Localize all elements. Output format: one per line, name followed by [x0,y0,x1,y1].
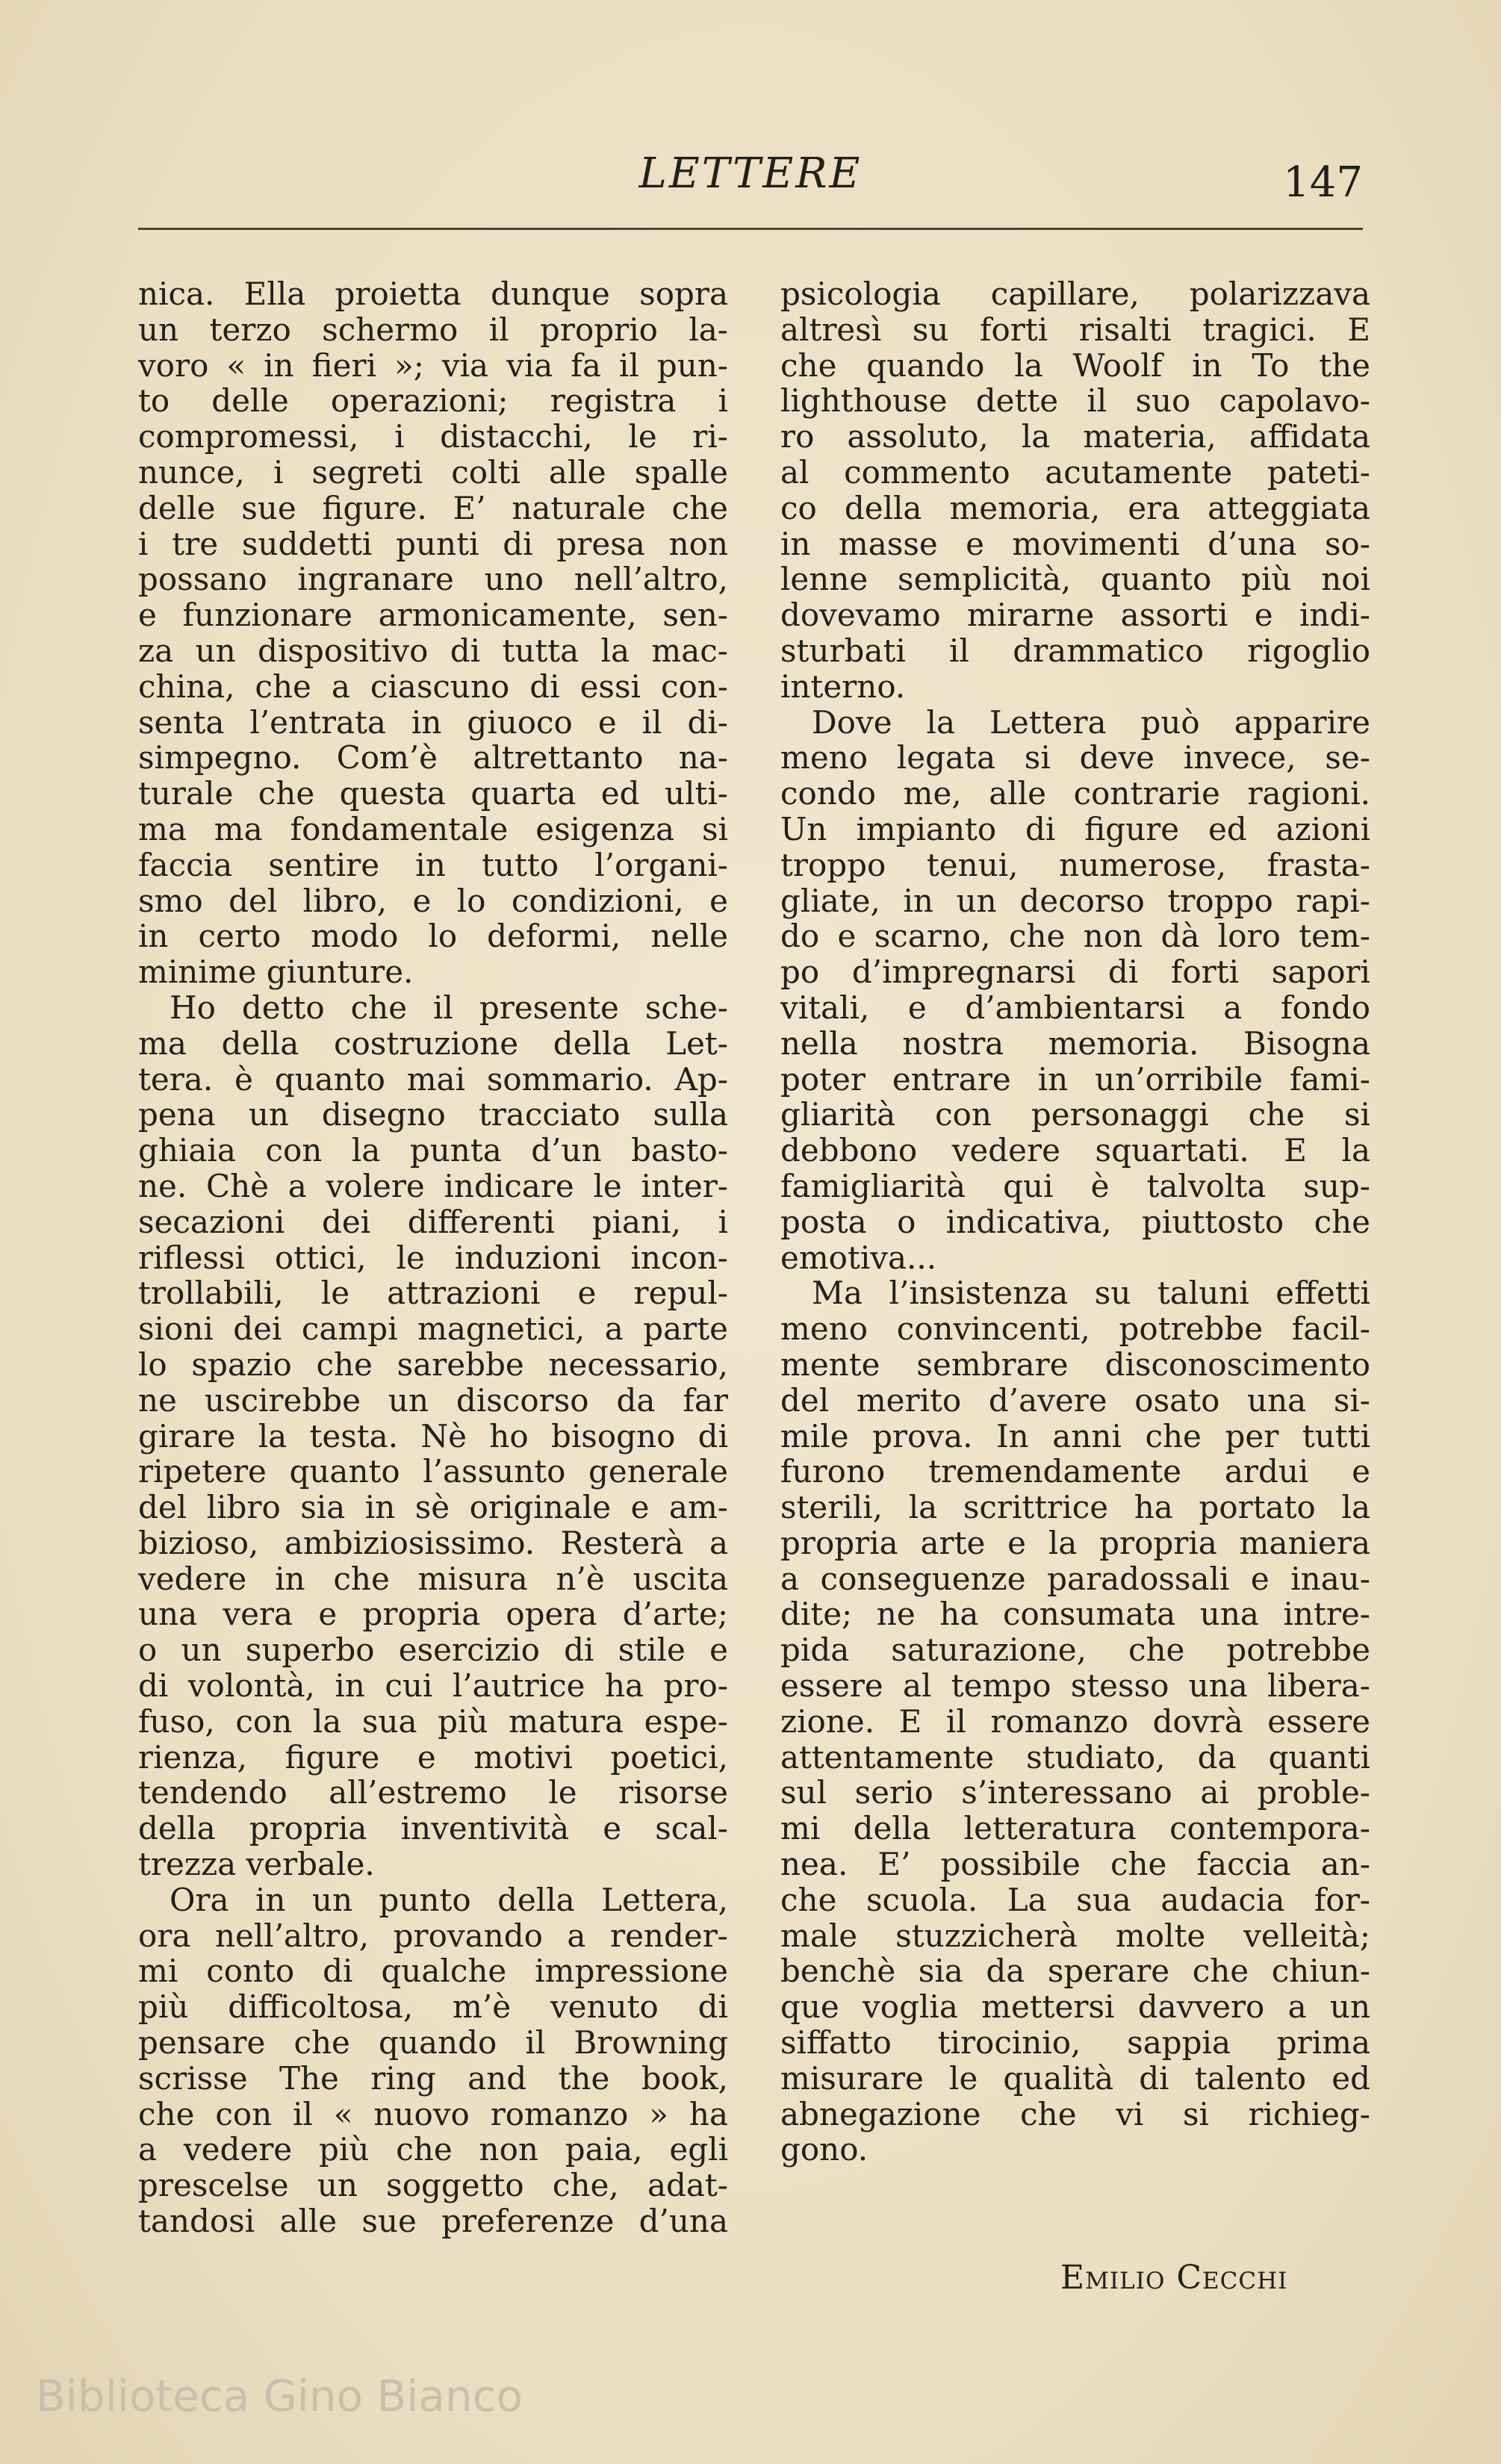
text-line: ghiaia con la punta d’un basto- [138,1132,728,1169]
text-line: sioni dei campi magnetici, a parte [138,1310,728,1348]
text-line: prescelse un soggetto che, adat- [138,2167,728,2204]
text-line: tera. è quanto mai sommario. Ap- [138,1060,728,1098]
text-line: Ora in un punto della Lettera, [170,1881,728,1918]
text-line: ora nell’altro, provando a render- [138,1917,728,1954]
text-line: altresì su forti risalti tragici. E [780,311,1370,348]
text-line: misurare le qualità di talento ed [780,2059,1370,2097]
text-line: Ho detto che il presente sche- [170,989,728,1026]
text-line: pensare che quando il Browning [138,2024,728,2062]
text-line: poter entrare in un’orribile fami- [780,1060,1370,1098]
left-column [138,276,728,2239]
text-line: che quando la Woolf in To the [780,346,1370,384]
library-watermark: Biblioteca Gino Bianco [36,2371,523,2421]
right-column [780,276,1370,2168]
text-line: interno. [780,668,906,705]
text-line: ma ma fondamentale esigenza si [138,810,728,847]
text-line: mi conto di qualche impressione [138,1953,728,1990]
text-line: furono tremendamente ardui e [780,1453,1370,1490]
text-line: que voglia mettersi davvero a un [780,1988,1370,2026]
text-line: Un impianto di figure ed azioni [780,810,1370,847]
text-line: meno legata si deve invece, se- [780,739,1370,777]
text-line: al commento acutamente pateti- [780,453,1370,491]
text-line: bizioso, ambiziosissimo. Resterà a [138,1524,728,1561]
text-line: tandosi alle sue preferenze d’una [138,2203,728,2240]
text-line: del merito d’avere osato una si- [780,1381,1370,1419]
text-line: senta l’entrata in giuoco e il di- [138,703,728,741]
text-line: rienza, figure e motivi poetici, [138,1738,728,1776]
text-line: una vera e propria opera d’arte; [138,1596,728,1633]
text-line: simpegno. Com’è altrettanto na- [138,739,728,777]
text-line: ro assoluto, la materia, affidata [780,418,1370,455]
text-line: trezza verbale. [138,1846,375,1883]
text-line: essere al tempo stesso una libera- [780,1667,1370,1705]
text-line: dovevamo mirarne assorti e indi- [780,597,1370,634]
text-line: di volontà, in cui l’autrice ha pro- [138,1667,728,1705]
text-line: to delle operazioni; registra i [138,382,728,420]
text-line: abnegazione che vi si richieg- [780,2095,1370,2132]
text-line: nica. Ella proietta dunque sopra [138,276,728,312]
text-line: secazioni dei differenti piani, i [138,1203,728,1240]
text-line: voro « in fieri »; via via fa il pun- [138,346,728,384]
text-line: benchè sia da sperare che chiun- [780,1953,1370,1990]
text-line: do e scarno, che non dà loro tem- [780,918,1370,955]
text-line: Dove la Lettera può apparire [812,703,1370,741]
text-line: vitali, e d’ambientarsi a fondo [780,989,1370,1026]
text-line: della propria inventività e scal- [138,1810,728,1847]
text-line: delle sue figure. E’ naturale che [138,489,728,526]
text-line: gono. [780,2131,868,2168]
text-line: lo spazio che sarebbe necessario, [138,1345,728,1383]
text-line: turale che questa quarta ed ulti- [138,775,728,812]
text-line: possano ingranare uno nell’altro, [138,561,728,598]
text-line: famigliarità qui è talvolta sup- [780,1167,1370,1204]
text-line: po d’impregnarsi di forti sapori [780,953,1370,991]
text-line: pena un disegno tracciato sulla [138,1096,728,1133]
text-line: che con il « nuovo romanzo » ha [138,2095,728,2132]
text-line: ne. Chè a volere indicare le inter- [138,1167,728,1204]
text-line: riflessi ottici, le induzioni incon- [138,1239,728,1276]
text-line: mi della letteratura contempora- [780,1810,1370,1847]
text-line: za un dispositivo di tutta la mac- [138,632,728,669]
text-line: nea. E’ possibile che faccia an- [780,1846,1370,1883]
text-line: emotiva... [780,1239,937,1276]
text-line: mente sembrare disconoscimento [780,1345,1370,1383]
text-line: sul serio s’interessano ai proble- [780,1774,1370,1811]
text-line: condo me, alle contrarie ragioni. [780,775,1370,812]
text-line: gliarità con personaggi che si [780,1096,1370,1133]
text-line: lenne semplicità, quanto più noi [780,561,1370,598]
text-line: fuso, con la sua più matura espe- [138,1702,728,1740]
text-line: un terzo schermo il proprio la- [138,311,728,348]
text-line: china, che a ciascuno di essi con- [138,668,728,705]
text-line: propria arte e la propria maniera [780,1524,1370,1561]
text-line: o un superbo esercizio di stile e [138,1631,728,1669]
running-title: LETTERE [638,149,863,198]
text-line: pida saturazione, che potrebbe [780,1631,1370,1669]
text-line: compromessi, i distacchi, le ri- [138,418,728,455]
text-line: smo del libro, e lo condizioni, e [138,882,728,919]
page-header [138,142,1363,224]
text-line: troppo tenui, numerose, frasta- [780,846,1370,883]
text-line: mile prova. In anni che per tutti [780,1417,1370,1455]
text-line: siffatto tirocinio, sappia prima [780,2024,1370,2062]
text-line: meno convincenti, potrebbe facil- [780,1310,1370,1348]
text-line: debbono vedere squartati. E la [780,1132,1370,1169]
text-line: e funzionare armonicamente, sen- [138,597,728,634]
text-line: in certo modo lo deformi, nelle [138,918,728,955]
text-line: sturbati il drammatico rigoglio [780,632,1370,669]
text-line: tendendo all’estremo le risorse [138,1774,728,1811]
text-line: lighthouse dette il suo capolavo- [780,382,1370,420]
text-line: attentamente studiato, da quanti [780,1738,1370,1776]
text-line: nella nostra memoria. Bisogna [780,1024,1370,1062]
text-line: sterili, la scrittrice ha portato la [780,1489,1370,1526]
text-line: faccia sentire in tutto l’organi- [138,846,728,883]
text-line: del libro sia in sè originale e am- [138,1489,728,1526]
page-number: 147 [1283,158,1363,207]
text-line: psicologia capillare, polarizzava [780,276,1370,312]
text-line: scrisse The ring and the book, [138,2059,728,2097]
author-signature: Emilio Cecchi [1060,2259,1288,2297]
text-line: gliate, in un decorso troppo rapi- [780,882,1370,919]
text-line: girare la testa. Nè ho bisogno di [138,1417,728,1455]
header-rule [138,228,1363,230]
text-line: zione. E il romanzo dovrà essere [780,1702,1370,1740]
text-line: a conseguenze paradossali e inau- [780,1560,1370,1597]
text-line: dite; ne ha consumata una intre- [780,1596,1370,1633]
text-line: ma della costruzione della Let- [138,1024,728,1062]
text-line: male stuzzicherà molte velleità; [780,1917,1370,1954]
text-line: vedere in che misura n’è uscita [138,1560,728,1597]
text-line: minime giunture. [138,953,414,991]
text-line: nunce, i segreti colti alle spalle [138,453,728,491]
text-line: ne uscirebbe un discorso da far [138,1381,728,1419]
text-line: Ma l’insistenza su taluni effetti [812,1275,1370,1312]
text-line: i tre suddetti punti di presa non [138,525,728,562]
text-line: che scuola. La sua audacia for- [780,1881,1370,1918]
text-line: trollabili, le attrazioni e repul- [138,1275,728,1312]
text-line: in masse e movimenti d’una so- [780,525,1370,562]
text-line: a vedere più che non paia, egli [138,2131,728,2168]
text-line: ripetere quanto l’assunto generale [138,1453,728,1490]
text-line: co della memoria, era atteggiata [780,489,1370,526]
text-line: più difficoltosa, m’è venuto di [138,1988,728,2026]
text-line: posta o indicativa, piuttosto che [780,1203,1370,1240]
